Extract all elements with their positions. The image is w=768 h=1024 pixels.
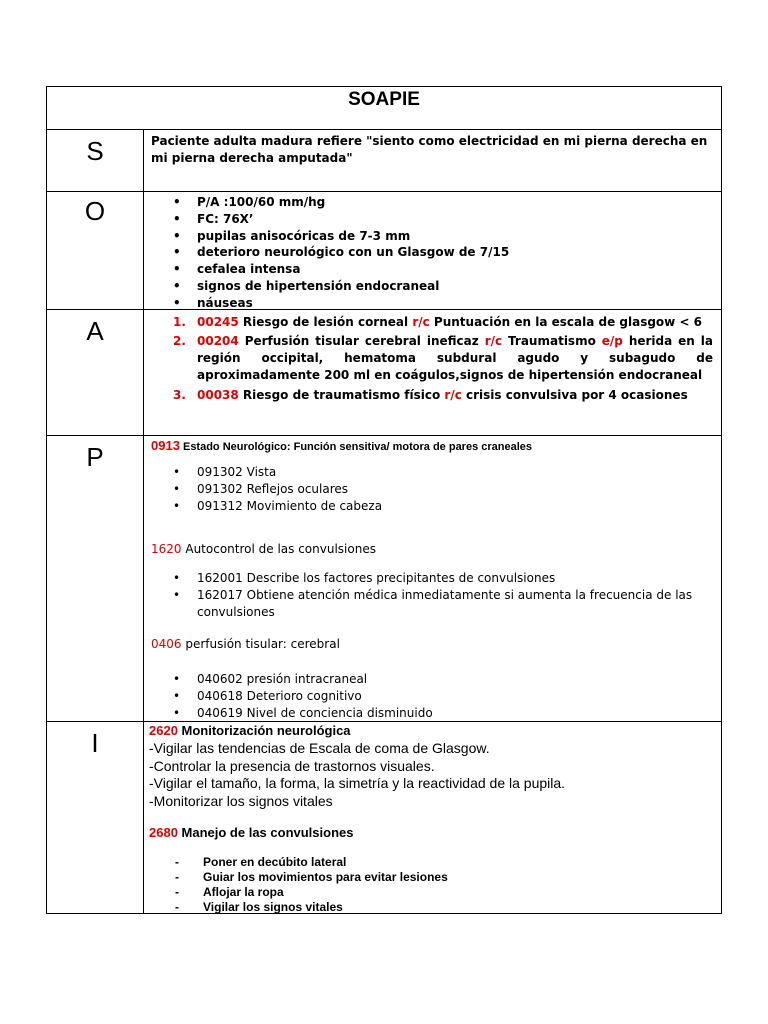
row-s <box>47 129 721 191</box>
list-item: • 040619 Nivel de conciencia disminuido <box>173 705 433 722</box>
diagnosis-item: 3. 00038 Riesgo de traumatismo físico r/c crisis convulsiva por 4 ocasiones <box>173 388 688 402</box>
nic-list <box>175 855 448 915</box>
activity-line: -Monitorizar los signos vitales <box>149 792 333 809</box>
list-item: • deterioro neurológico con un Glasgow de 7/15 <box>173 244 715 261</box>
row-p <box>47 435 721 721</box>
list-item: - Poner en decúbito lateral <box>175 855 448 870</box>
list-item: - Aflojar la ropa <box>175 885 448 900</box>
row-o <box>47 191 721 309</box>
list-item: • pupilas anisocóricas de 7-3 mm <box>173 228 715 245</box>
noc-heading: 0406 perfusión tisular: cerebral <box>151 637 340 651</box>
list-item: - Vigilar los signos vitales <box>175 900 448 915</box>
noc-list <box>173 671 433 722</box>
list-item: • signos de hipertensión endocraneal <box>173 278 715 295</box>
assessment-list <box>173 314 713 404</box>
nic-heading: 2680 Manejo de las convulsiones <box>149 825 354 840</box>
letter-i: I <box>47 722 144 913</box>
objective-list <box>173 194 715 312</box>
noc-heading: 1620 Autocontrol de las convulsiones <box>151 542 376 556</box>
soapie-table <box>46 86 722 914</box>
table-title: SOAPIE <box>348 89 420 110</box>
activity-line: -Controlar la presencia de trastornos visuales. <box>149 757 435 774</box>
list-item: • FC: 76X’ <box>173 211 715 228</box>
list-item: • 091302 Vista <box>173 464 382 481</box>
list-item: - Guiar los movimientos para evitar lesiones <box>175 870 448 885</box>
nic-activities <box>149 740 565 810</box>
list-item: • 162017 Obtiene atención médica inmediatamente si aumenta la frecuencia de las convulsiones <box>173 587 711 621</box>
nic-heading: 2620 Monitorización neurológica <box>149 723 351 738</box>
subjective-text: Paciente adulta madura refiere "siento como electricidad en mi pierna derecha en mi pierna derecha amputada" <box>151 134 708 165</box>
letter-o: O <box>47 192 144 309</box>
row-i <box>47 721 721 913</box>
noc-list <box>173 570 711 621</box>
activity-line: -Vigilar las tendencias de Escala de coma de Glasgow. <box>149 740 490 756</box>
letter-p: P <box>47 436 144 721</box>
diagnosis-item: 1. 00245 Riesgo de lesión corneal r/c Puntuación en la escala de glasgow < 6 <box>173 315 703 329</box>
noc-list <box>173 464 382 515</box>
list-item: • náuseas <box>173 295 715 312</box>
row-a <box>47 309 721 435</box>
activity-line: -Vigilar el tamaño, la forma, la simetría y la reactividad de la pupila. <box>149 775 566 791</box>
list-item: • 162001 Describe los factores precipitantes de convulsiones <box>173 570 711 587</box>
list-item: • 040602 presión intracraneal <box>173 671 433 688</box>
list-item: • 091302 Reflejos oculares <box>173 481 382 498</box>
diagnosis-item: 2. 00204 Perfusión tisular cerebral ineficaz r/c Traumatismo e/p herida en la región occipital, hematoma subdural agudo y subagudo de aproximadamente 200 ml en coágulos,signos de hipertensión endocraneal <box>173 334 714 382</box>
list-item: • 091312 Movimiento de cabeza <box>173 498 382 515</box>
letter-s: S <box>47 130 144 191</box>
noc-heading: 0913 Estado Neurológico: Función sensitiva/ motora de pares craneales <box>151 438 533 453</box>
list-item: • 040618 Deterioro cognitivo <box>173 688 433 705</box>
list-item: • cefalea intensa <box>173 261 715 278</box>
list-item: • P/A :100/60 mm/hg <box>173 194 715 211</box>
letter-a: A <box>47 310 144 435</box>
title-row <box>47 87 721 129</box>
